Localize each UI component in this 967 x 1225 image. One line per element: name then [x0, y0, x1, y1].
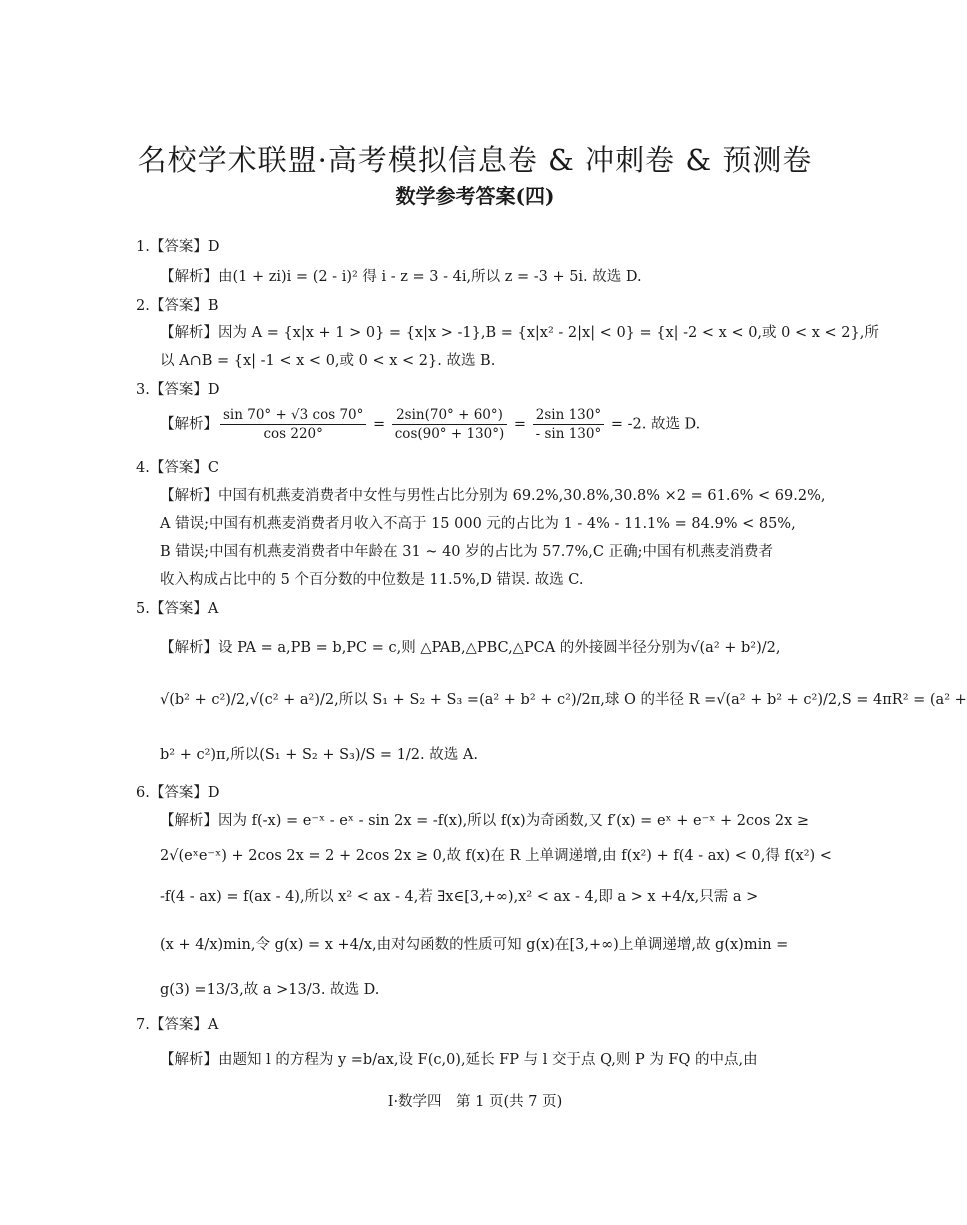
q5-analysis-line2: √(b² + c²)/2,√(c² + a²)/2,所以 S₁ + S₂ + S₃ =(a² + b² + c²)/2π,球 O 的半径 R =√(a² + b² + c²)/2,S = 4πR² = (a² +: [160, 692, 967, 708]
q2-analysis-line1: 【解析】因为 A = {x|x + 1 > 0} = {x|x > -1},B = {x|x² - 2|x| < 0} = {x| -2 < x < 0,或 0 < x < 2},所: [160, 325, 879, 341]
q3-number: 3.: [136, 382, 150, 398]
q3-fraction-2: $\frac{2\sin(70^\circ + 60^\circ)}{\cos(90^\circ + 130^\circ)}$: [392, 406, 508, 443]
q7-number: 7.: [136, 1017, 150, 1033]
q5-answer-text: 【答案】A: [149, 601, 219, 617]
q5-expr-ab: √(a² + b²)/2: [690, 640, 776, 656]
q1-answer: [136, 236, 219, 258]
page-title: 名校学术联盟·高考模拟信息卷 & 冲刺卷 & 预测卷: [137, 143, 813, 177]
q6-analysis-line4: (x + 4/x)min,令 g(x) = x +4/x,由对勾函数的性质可知 g(x)在[3,+∞)上单调递增,故 g(x)min =: [160, 937, 789, 953]
q6-analysis-line3: -f(4 - ax) = f(ax - 4),所以 x² < ax - 4,若 ∃x∈[3,+∞),x² < ax - 4,即 a > x +4/x,只需 a >: [160, 889, 759, 905]
q4-analysis-line1: 【解析】中国有机燕麦消费者中女性与男性占比分别为 69.2%,30.8%,30.8% ×2 = 61.6% < 69.2%,: [160, 488, 826, 504]
q4-number: 4.: [136, 460, 150, 476]
q5-expr-ratio: (S₁ + S₂ + S₃)/S: [259, 747, 376, 763]
q2-number: 2.: [136, 298, 150, 314]
q4-analysis-line3: B 错误;中国有机燕麦消费者中年龄在 31 ~ 40 岁的占比为 57.7%,C 正确;中国有机燕麦消费者: [160, 544, 774, 560]
q5-analysis-line3: b² + c²)π,所以(S₁ + S₂ + S₃)/S = 1/2. 故选 A.: [160, 747, 478, 763]
q6-analysis-line1: 【解析】因为 f(-x) = e⁻ˣ - eˣ - sin 2x = -f(x),所以 f(x)为奇函数,又 f′(x) = eˣ + e⁻ˣ + 2cos 2x ≥: [160, 813, 810, 829]
q1-analysis: 【解析】由(1 + zi)i = (2 - i)² 得 i - z = 3 - 4i,所以 z = -3 + 5i. 故选 D.: [160, 269, 642, 285]
q2-answer-text: 【答案】B: [149, 298, 219, 314]
q6-answer: [136, 782, 219, 804]
page-footer: Ⅰ·数学四 第 1 页(共 7 页): [387, 1094, 563, 1110]
q1-number: 1.: [136, 239, 150, 255]
q6-answer-text: 【答案】D: [149, 785, 220, 801]
q5-answer: [136, 598, 218, 620]
q6-expr-min: (x + 4/x)min: [160, 937, 251, 953]
q6-number: 6.: [136, 785, 150, 801]
q2-answer: [136, 295, 219, 317]
q7-answer-text: 【答案】A: [149, 1017, 219, 1033]
q5-expr-bc: √(b² + c²)/2: [160, 692, 246, 708]
q5-analysis-line1: 【解析】设 PA = a,PB = b,PC = c,则 △PAB,△PBC,△PCA 的外接圆半径分别为√(a² + b²)/2,: [160, 640, 781, 656]
q3-answer: [136, 379, 219, 401]
q4-answer-text: 【答案】C: [149, 460, 219, 476]
page-subtitle: 数学参考答案(四): [395, 184, 555, 208]
q5-expr-sum: (a² + b² + c²)/2: [479, 692, 591, 708]
q4-analysis-line2: A 错误;中国有机燕麦消费者月收入不高于 15 000 元的占比为 1 - 4% - 11.1% = 84.9% < 85%,: [160, 516, 796, 532]
q6-expr-4-over-x: 4/x: [672, 889, 695, 905]
q3-fraction-1: $\frac{\sin 70^\circ + √3 \cos 70^\circ}{\cos 220^\circ}$: [220, 406, 366, 443]
q5-expr-ca: √(c² + a²)/2: [249, 692, 335, 708]
q3-analysis-tail: = -2. 故选 D.: [610, 416, 701, 433]
q7-expr-b-over-a: b/a: [362, 1052, 386, 1068]
q7-answer: [136, 1014, 218, 1036]
q3-answer-text: 【答案】D: [149, 382, 220, 398]
q3-analysis: 【解析】 $\frac{\sin 70^\circ + √3 \cos 70^\circ}{\cos 220^\circ}$ = $\frac{2\sin(70^\circ + 60^\circ)}{\cos(90^\circ + 130^\circ)}$ = $\frac{2\sin 130^\circ}{- \sin 130^\circ}$ = -2. 故选 D.: [160, 407, 701, 442]
q2-analysis-line2: 以 A∩B = {x| -1 < x < 0,或 0 < x < 2}. 故选 B.: [160, 353, 496, 369]
q6-analysis-line5: g(3) =13/3,故 a >13/3. 故选 D.: [160, 982, 380, 998]
q1-answer-text: 【答案】D: [149, 239, 220, 255]
q5-expr-half: 1/2: [396, 747, 421, 763]
q4-answer: [136, 457, 219, 479]
q3-fraction-3: $\frac{2\sin 130^\circ}{- \sin 130^\circ}$: [533, 406, 605, 443]
q6-analysis-line2: 2√(eˣe⁻ˣ) + 2cos 2x = 2 + 2cos 2x ≥ 0,故 f(x)在 R 上单调递增,由 f(x²) + f(4 - ax) < 0,得 f(x²) <: [160, 848, 832, 864]
q5-expr-radius: √(a² + b² + c²)/2: [716, 692, 838, 708]
q5-number: 5.: [136, 601, 150, 617]
q7-analysis: 【解析】由题知 l 的方程为 y =b/ax,设 F(c,0),延长 FP 与 l 交于点 Q,则 P 为 FQ 的中点,由: [160, 1052, 758, 1068]
q6-expr-13-over-3: 13/3: [206, 982, 240, 998]
q4-analysis-line4: 收入构成占比中的 5 个百分数的中位数是 11.5%,D 错误. 故选 C.: [160, 572, 584, 588]
q3-analysis-prefix: 【解析】: [160, 416, 218, 433]
